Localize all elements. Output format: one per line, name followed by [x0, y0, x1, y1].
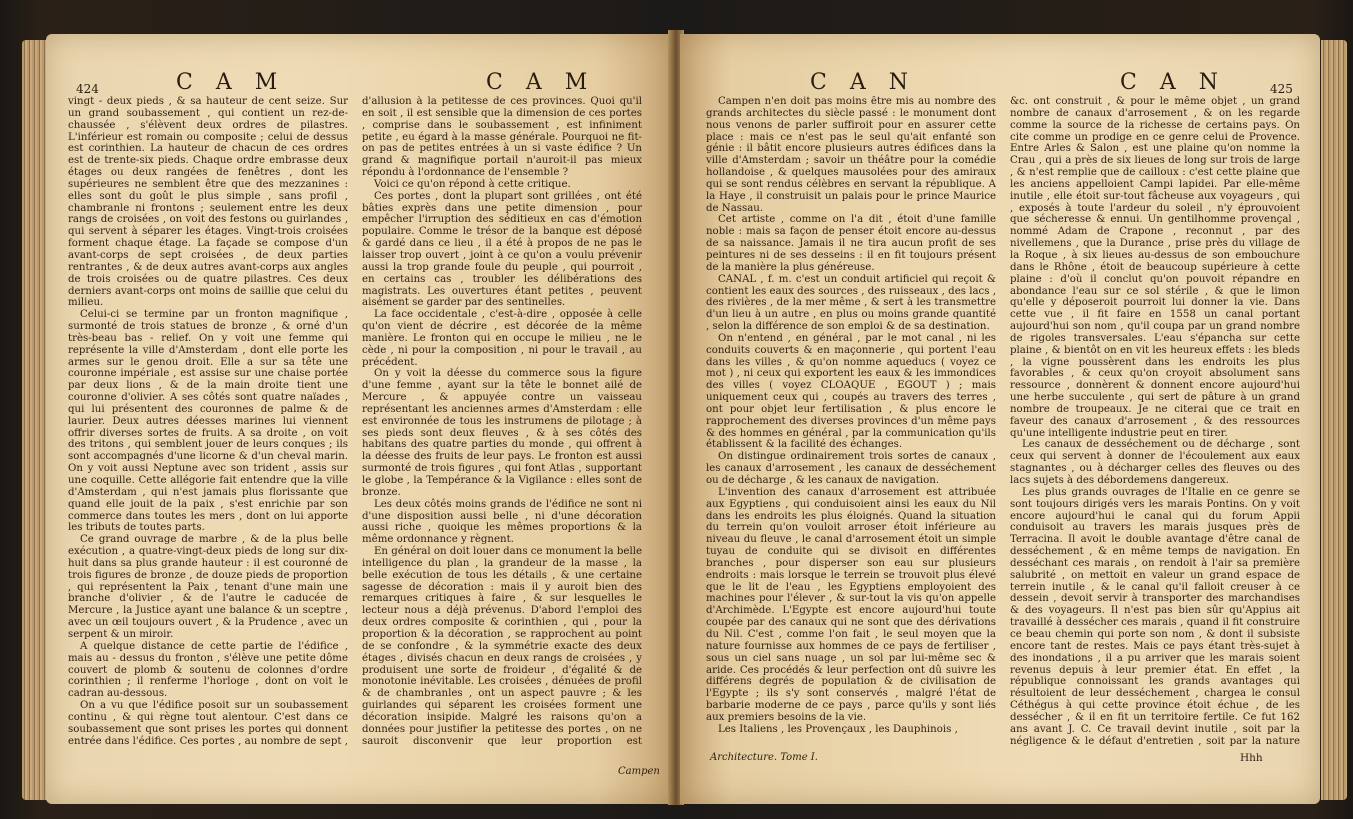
paragraph: CANAL , f. m. c'est un conduit artificiel qui reçoit & contient les eaux des sources , des ruisseaux , des lacs , des rivières , de la mer même , & sert à les transmettre d'un lieu à un autre , en plus ou moins grande quantité , selon la différence de son emploi & de sa destination.: [706, 273, 996, 333]
paragraph: d'allusion à la petitesse de ces provinces. Quoi qu'il en soit , il est sensible que la dimension de ces portes , comprise dans le soubassement , est infiniment petite , eu égard à la masse générale. Pourquoi ne fit-on pas de petites entrées à un si vaste édifice ? Un grand & magnifique portail n'auroit-il pas mieux répondu à l'ordonnance de l'ensemble ?: [362, 96, 642, 179]
paragraph: Les plus grands ouvrages de l'Italie en ce genre se sont toujours dirigés vers les marais Pontins. On y voit encore aujourd'hui le canal qui du forum Appii conduisoit au travers les marais jusques près de Terracina. Il avoit le double avantage d'être canal de desséchement , & en même temps de navigation. En desséchant ces marais , on rendoit à l'air sa première salubrité , on mettoit en valeur un grand espace de terrein inutile , & le canal qu'il falloit creuser à ce dessein , devoit servir à transporter des marchandises & des voyageurs. Il n'est pas bien sûr qu'Appius ait travaillé à dessécher ces marais , quand il fit construire ce beau chemin qui porte son nom , & dont il subsiste encore tant de restes. Mais ce pays étant très-sujet à des inondations , il a pu arriver que les marais soient revenus depuis à leur premier état. En effet , la république connoissant les grands avantages qui résultoient de leur desséchement , chargea le consul Céthégus à qui cette province étoit échue , de les dessécher , & il en fit un territoire fertile. Ce fut 162 ans avant J. C. Ce travail devint inutile , soit par la négligence & le défaut d'entretien , soit par la nature: [1010, 486, 1300, 746]
paragraph: On n'entend , en général , par le mot canal , ni les conduits couverts & en maçonnerie , qui portent l'eau dans les villes , & qu'on nomme aqueducs ( voyez ce mot ) , ni ceux qui exportent les eaux & les immondices des villes ( voyez CLOAQUE , EGOUT ) ; mais uniquement ceux qui , coupés au travers des terres , ont pour objet leur fertilisation , & plus encore le rapprochement des diverses provinces d'un même pays & des hommes en général , par la communication qu'ils établissent & la facilité des échanges.: [706, 332, 996, 451]
left-page-edges: [22, 40, 48, 800]
paragraph: Les deux côtés moins grands de l'édifice ne sont ni d'une disposition aussi belle , ni d'une décoration aussi riche , quoique les mêmes proportions & la même ordonnance y règnent.: [362, 498, 642, 546]
page-number: 424: [76, 82, 99, 96]
paragraph: On y voit la déesse du commerce sous la figure d'une femme , ayant sur la tête le bonnet ailé de Mercure , & appuyée contre un vaisseau représentant les anciennes armes d'Amsterdam : elle est environnée de tous les instrumens de pilotage ; à ses pieds sont deux fleuves , & à ses côtés des habitans des quatre parties du monde , qui offrent à la déesse des fruits de leur pays. Le fronton est aussi surmonté de trois figures , qui font Atlas , supportant le globe , la Tempérance & la Vigilance : elles sont de bronze.: [362, 368, 642, 498]
running-head: C A M: [486, 70, 596, 95]
running-head: C A N: [1120, 70, 1226, 95]
paragraph: A quelque distance de cette partie de l'édifice , mais au - dessus du fronton , s'élève une petite dôme couvert de plomb & soutenu de colonnes d'ordre corinthien ; il renferme l'horloge , dont on voit le cadran au-dessous.: [68, 640, 348, 700]
signature-mark: Hhh: [1240, 752, 1263, 764]
catchword: Campen: [618, 766, 660, 777]
paragraph: vingt - deux pieds , & sa hauteur de cent seize. Sur un grand soubassement , qui contient un rez-de-chaussée , s'élèvent deux ordres de pilastres. L'inférieur est romain ou composite ; celui de dessus est corinthien. La hauteur de chacun de ces ordres est de trente-six pieds. Chaque ordre embrasse deux étages ou deux rangées de fenêtres , dont les supérieures ne semblent être que des mezzanines : elles sont du goût le plus simple , sans profil , chambranle ni frontons ; seulement entre les deux rangs de croisées , on voit des festons ou guirlandes , qui servent à séparer les étages. Vingt-trois croisées forment chaque étage. La façade se compose d'un avant-corps de sept croisées , de deux parties rentrantes , & de deux autres avant-corps aux angles de trois croisées ou de quatre pilastres. Ces deux derniers avant-corps ont moins de saillie que celui du milieu.: [68, 96, 348, 309]
paragraph: Voici ce qu'on répond à cette critique.: [374, 178, 571, 190]
book-title-footer: Architecture. Tome I.: [710, 752, 818, 763]
right-page-column-1: [706, 96, 996, 746]
paragraph: On a vu que l'édifice posoit sur un soubassement continu , & qui règne tout alentour. C'est dans ce soubassement que sont prises les portes qui donnent entrée dans l'édifice. Ces portes , au nombre de sept ,: [68, 700, 348, 746]
paragraph: Les Italiens , les Provençaux , les Dauphinois ,: [718, 723, 958, 735]
right-page-column-2: [1010, 96, 1300, 746]
paragraph: La face occidentale , c'est-à-dire , opposée à celle qu'on vient de décrire , est décorée de la même manière. Le fronton qui en occupe le milieu , ne le cède , ni pour la composition , ni pour le travail , au précédent.: [362, 309, 642, 368]
paragraph: L'invention des canaux d'arrosement est attribuée aux Egyptiens , qui conduisoient ainsi les eaux du Nil dans les endroits les plus éloignés. Quand la situation du terrein qu'on vouloit arroser étoit inférieure au niveau du fleuve , le canal d'arrosement étoit un simple tuyau de conduite qui se divisoit en différentes branches , pour disperser son eau sur plusieurs endroits : mais lorsque le terrein se trouvoit plus élevé que le lit de l'eau , les Egyptiens employoient des machines pour l'élever , & sur-tout la vis qu'on appelle d'Archimède. L'Egypte est encore aujourd'hui toute coupée par des canaux qui ne sont que des dérivations du Nil. C'est , comme l'on fait , le seul moyen que la nature fournisse aux hommes de ce pays de fertiliser , sous un ciel sans nuage , un sol par lui-même sec & aride. Ces procédés & leur perfection ont dû suivre les différens degrés de population & de civilisation de l'Egypte ; ils s'y sont conservés , malgré l'état de barbarie moderne de ce pays , parce qu'ils y sont liés aux premiers besoins de la vie.: [706, 486, 996, 723]
paragraph: Ce grand ouvrage de marbre , & de la plus belle exécution , a quatre-vingt-deux pieds de long sur dix-huit dans sa plus grande hauteur : il est couronné de trois figures de bronze , de douze pieds de proportion , qui représentent la Paix , tenant d'une main une branche d'olivier , & de l'autre le caducée de Mercure , la Justice ayant une balance & un sceptre , avec un œil toujours ouvert , & la Prudence , avec un serpent & un miroir.: [68, 534, 348, 640]
right-page: [680, 34, 1320, 804]
paragraph: Ces portes , dont la plupart sont grillées , ont été bâties exprès dans une petite dimension , pour empêcher l'irruption des séditieux en cas d'émotion populaire. Comme le trésor de la banque est déposé & gardé dans ce lieu , il a été à propos de ne pas le laisser trop ouvert , joint à ce qu'on a voulu prévenir aussi la trop grande foule du peuple , qui pourroit , en certains cas , troubler les délibérations des magistrats. Les ouvertures étant petites , peuvent aisément se garder par des sentinelles.: [362, 190, 642, 309]
left-page-header: [46, 58, 672, 96]
paragraph: Cet artiste , comme on l'a dit , étoit d'une famille noble : mais sa façon de penser étoit encore au-dessus de sa naissance. Jamais il ne tira aucun profit de ses peintures ni de ses desseins : il en fit toujours présent de la manière la plus généreuse.: [706, 214, 996, 273]
left-page: [46, 34, 672, 804]
left-page-column-1: [68, 96, 348, 746]
running-head: C A N: [810, 70, 916, 95]
right-page-header: [680, 58, 1320, 96]
page-number: 425: [1270, 82, 1293, 96]
paragraph: Campen n'en doit pas moins être mis au nombre des grands architectes du siècle passé : le monument dont nous venons de parler suffiroit pour en assurer cette place : mais ce n'est pas le seul qu'ait enfanté son génie : il bâtit encore plusieurs autres édifices dans la ville d'Amsterdam ; savoir un théâtre pour la comédie hollandoise , & quelques mausolées pour des amiraux qui se sont rendus célèbres en servant la république. A la Haye , il construisit un palais pour le prince Maurice de Nassau.: [706, 96, 996, 214]
running-head: C A M: [176, 70, 286, 95]
paragraph: &c. ont construit , & pour le même objet , un grand nombre de canaux d'arrosement , & on les regarde comme la source de la richesse de certains pays. On cite comme un prodige en ce genre celui de Provence. Entre Arles & Salon , est une plaine qu'on nomme la Crau , qui a près de six lieues de long sur trois de large , & n'est remplie que de cailloux : c'est cette plaine que les anciens appelloient Campi lapidei. Par elle-même inutile , elle étoit sur-tout fâcheuse aux voyageurs , qui , exposés à toute l'ardeur du soleil , n'y éprouvoient que sécheresse & ennui. Un gentilhomme provençal , nommé Adam de Crapone , reconnut , par des nivellemens , que la Durance , prise près du village de la Roque , à six lieues au-dessus de son embouchure dans le Rhône , étoit de beaucoup supérieure à cette plaine : d'où il conclut qu'on pouvoit répandre en abondance l'eau sur ce sol stérile , & que le limon qu'elle y déposeroit pourroit lui donner la vie. Dans cette vue , il fit faire en 1558 un canal portant aujourd'hui son nom , qu'il coupa par un grand nombre de rigoles transversales. L'eau s'épancha sur cette plaine , & bientôt on en vit les heureux effets : les bleds , la vigne poussèrent dans les endroits les plus favorables , & ceux qu'on croyoit absolument sans ressource , donnèrent & donnent encore aujourd'hui une herbe succulente , qui sert de pâture à un grand nombre de troupeaux. Je ne citerai que ce trait en faveur des canaux d'arrosement , & des ressources qu'une intelligente industrie peut en tirer.: [1010, 96, 1300, 439]
paragraph: Les canaux de desséchement ou de décharge , sont ceux qui servent à donner de l'écoulement aux eaux stagnantes , ou à décharger celles des fleuves ou des lacs sujets à des débordemens dangereux.: [1010, 439, 1300, 486]
paragraph: On distingue ordinairement trois sortes de canaux , les canaux d'arrosement , les canaux de desséchement ou de décharge , & les canaux de navigation.: [706, 451, 996, 486]
paragraph: Celui-ci se termine par un fronton magnifique , surmonté de trois statues de bronze , & orné d'un très-beau bas - relief. On y voit une femme qui représente la ville d'Amsterdam , dont elle porte les armes sur le genou droit. Elle a sur sa tête une couronne impériale , est assise sur une chaise portée par deux lions , & de la main droite tient une couronne d'olivier. A ses côtés sont quatre naïades , qui lui présentent des couronnes de palme & de laurier. Deux autres déesses marines lui viennent offrir diverses sortes de fruits. A sa droite , on voit des tritons , qui semblent jouer de leurs conques ; ils sont accompagnés d'une licorne & d'un cheval marin. On y voit aussi Neptune avec son trident , assis sur une coquille. Cette allégorie fait entendre que la ville d'Amsterdam , qui n'est jamais plus florissante que quand elle jouit de la paix , s'est enrichie par son commerce dans toutes les mers , dont on lui apporte les tributs de toutes parts.: [68, 309, 348, 534]
paragraph: En général on doit louer dans ce monument la belle intelligence du plan , la grandeur de la masse , la belle exécution de tous les détails , & une certaine sagesse de décoration : mais il y auroit bien des remarques critiques à faire , & sur lesquelles le lecteur nous a déjà prévenus. D'abord l'emploi des deux ordres composite & corinthien , qui , pour la proportion & la décoration , se rapprochent au point de se confondre , & la symmétrie exacte des deux étages , divisés chacun en deux rangs de croisées , y produisent une sorte de froideur , d'égalité & de monotonie inévitable. Les croisées , dénuées de profil & de chambranles , ont un aspect pauvre ; & les guirlandes qui séparent les croisées forment une décoration insipide. Malgré les raisons qu'on a données pour justifier la petitesse des portes , on ne sauroit disconvenir que leur proportion est: [362, 546, 642, 746]
right-page-edges: [1321, 40, 1347, 800]
left-page-column-2: [362, 96, 642, 746]
